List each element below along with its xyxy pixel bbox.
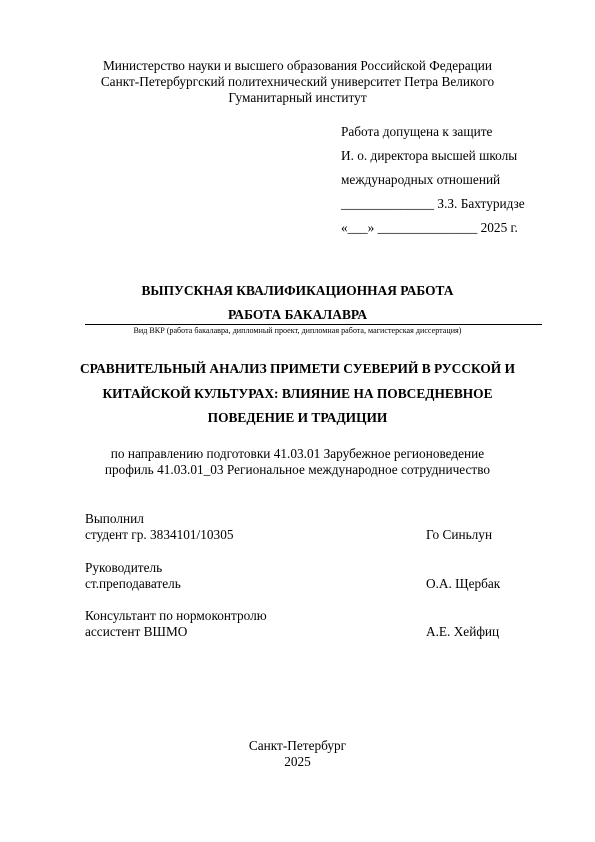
topic-line-2: КИТАЙСКОЙ КУЛЬТУРАХ: ВЛИЯНИЕ НА ПОВСЕДНЕВНОЕ	[102, 386, 493, 401]
approval-school: международных отношений	[341, 172, 501, 187]
consultant-position: ассистент ВШМО	[85, 624, 188, 639]
work-type-underline	[85, 324, 542, 325]
supervisor-name: О.А. Щербак	[426, 576, 501, 591]
approval-admitted: Работа допущена к защите	[341, 124, 493, 139]
supervisor-position: ст.преподаватель	[85, 576, 181, 591]
student-position: студент гр. 3834101/10305	[85, 527, 234, 542]
student-name: Го Синьлун	[426, 527, 493, 542]
work-type-caption: Вид ВКР (работа бакалавра, дипломный проект, дипломная работа, магистерская диссертация)	[133, 326, 462, 335]
direction-line: по направлению подготовки 41.03.01 Зарубежное регионоведение	[110, 446, 485, 461]
student-role: Выполнил	[85, 511, 144, 526]
footer-year: 2025	[284, 754, 311, 769]
topic-line-3: ПОВЕДЕНИЕ И ТРАДИЦИИ	[207, 410, 388, 425]
supervisor-role: Руководитель	[85, 560, 163, 575]
approval-date-line: «___» _______________ 2025 г.	[341, 220, 518, 235]
university-line: Санкт-Петербургский политехнический университет Петра Великого	[100, 74, 495, 89]
topic-line-1: СРАВНИТЕЛЬНЫЙ АНАЛИЗ ПРИМЕТИ СУЕВЕРИЙ В РУССКОЙ И	[80, 361, 515, 376]
profile-line: профиль 41.03.01_03 Региональное международное сотрудничество	[104, 462, 491, 477]
approval-director: И. о. директора высшей школы	[341, 148, 518, 163]
work-type-title: ВЫПУСКНАЯ КВАЛИФИКАЦИОННАЯ РАБОТА	[141, 283, 454, 298]
work-type-subtitle: РАБОТА БАКАЛАВРА	[227, 307, 368, 322]
ministry-line: Министерство науки и высшего образования Российской Федерации	[102, 58, 493, 73]
institute-line: Гуманитарный институт	[228, 90, 367, 105]
consultant-role: Консультант по нормоконтролю	[85, 608, 267, 623]
approval-signature-line: ______________ З.З. Бахтуридзе	[341, 196, 525, 211]
consultant-name: А.Е. Хейфиц	[426, 624, 500, 639]
footer-city: Санкт-Петербург	[248, 738, 347, 753]
